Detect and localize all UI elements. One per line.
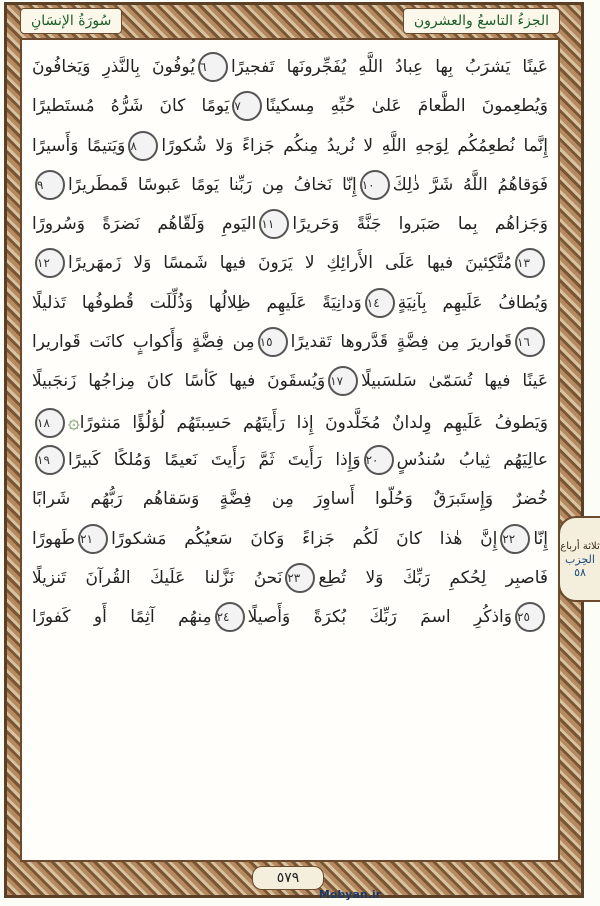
verse-line bbox=[32, 48, 548, 87]
ayah-number-marker: ٢٥ bbox=[515, 602, 545, 632]
quarter-label: ثلاثة أرباع bbox=[560, 540, 600, 552]
verse-text: وَاذكُرِ اسمَ رَبِّكَ بُكرَةً وَأَصيلًا bbox=[247, 607, 512, 628]
verse-text: وَدانِيَةً عَلَيهِم ظِلالُها وَذُلِّلَت قُطوفُها تَذليلًا bbox=[32, 292, 362, 313]
verse-text: عَينًا فيها تُسَمّىٰ سَلسَبيلًا bbox=[361, 371, 548, 392]
ayah-number-marker: ١٥ bbox=[258, 327, 288, 357]
verse-text: إِنّا bbox=[533, 528, 548, 549]
ayah-number-marker: ١١ bbox=[259, 209, 289, 239]
verse-text: خُضرٌ وَإِستَبرَقٌ وَحُلّوا أَساوِرَ مِن فِضَّةٍ وَسَقاهُم رَبُّهُم شَرابًا bbox=[32, 489, 548, 510]
verse-text: وَجَزاهُم بِما صَبَروا جَنَّةً وَحَريرًا bbox=[292, 214, 548, 235]
verse-line bbox=[32, 402, 548, 441]
verse-text: فَوَقاهُمُ اللَّهُ شَرَّ ذٰلِكَ bbox=[392, 174, 548, 195]
verse-text: عَينًا يَشرَبُ بِها عِبادُ اللَّهِ يُفَجِّرونَها تَفجيرًا bbox=[230, 57, 548, 77]
hizb-number: ٥٨ bbox=[574, 565, 586, 579]
verse-text: يُوفُونَ بِالنَّذرِ وَيَخافُونَ bbox=[32, 57, 195, 77]
verse-text: مِنهُم آثِمًا أَو كَفورًا bbox=[32, 607, 212, 628]
juz-name-box bbox=[403, 8, 560, 34]
verse-text: إِنَّ هٰذا كانَ لَكُم جَزاءً وَكانَ سَعيُكُم مَشكورًا bbox=[111, 528, 498, 549]
verse-line bbox=[32, 244, 548, 283]
verse-text: فَاصبِر لِحُكمِ رَبِّكَ وَلا تُطِع bbox=[318, 567, 548, 588]
ayah-number-marker: ١٢ bbox=[35, 248, 65, 278]
ayah-number-marker: ١٦ bbox=[515, 327, 545, 357]
verse-text: نَحنُ نَزَّلنا عَلَيكَ القُرآنَ تَنزيلًا bbox=[32, 567, 283, 588]
verse-line bbox=[32, 323, 548, 362]
verse-text: وَإِذا رَأَيتَ ثَمَّ رَأَيتَ نَعيمًا وَمُلكًا كَبيرًا bbox=[68, 449, 361, 470]
verse-line bbox=[32, 559, 548, 598]
verse-text: وَيَطوفُ عَلَيهِم وِلدانٌ مُخَلَّدونَ إِذا رَأَيتَهُم حَسِبتَهُم لُؤلُؤًا مَنثورًا bbox=[79, 412, 548, 433]
ayah-number-marker: ٢٢ bbox=[500, 524, 530, 554]
verse-text: إِنّا نَخافُ مِن رَبِّنا يَومًا عَبوسًا قَمطَريرًا bbox=[68, 174, 357, 195]
hizb-marker-tab bbox=[558, 516, 600, 602]
ayah-number-marker: ١٤ bbox=[365, 288, 395, 318]
verse-line bbox=[32, 480, 548, 519]
verse-text: وَيُطافُ عَلَيهِم بِآنِيَةٍ bbox=[397, 292, 548, 313]
page-number-badge bbox=[252, 866, 324, 890]
juz-name: الجزءُ التاسعُ والعشرون bbox=[413, 13, 549, 29]
verse-line bbox=[32, 205, 548, 244]
verse-line bbox=[32, 520, 548, 559]
ayah-number-marker: ١٧ bbox=[328, 366, 358, 396]
verse-line bbox=[32, 284, 548, 323]
ayah-number-marker: ٧ bbox=[232, 91, 262, 121]
ayah-number-marker: ٦ bbox=[198, 52, 228, 82]
verse-text: إِنَّما نُطعِمُكُم لِوَجهِ اللَّهِ لا نُريدُ مِنكُم جَزاءً وَلا شُكورًا bbox=[161, 135, 548, 156]
ayah-number-marker: ٨ bbox=[128, 131, 158, 161]
rub-el-hizb-icon: ۞ bbox=[68, 408, 80, 433]
verse-text: وَيُطعِمونَ الطَّعامَ عَلىٰ حُبِّهِ مِسكينًا bbox=[265, 96, 548, 117]
page-number: ٥٧٩ bbox=[276, 870, 300, 886]
verse-line bbox=[32, 127, 548, 166]
ayah-number-marker: ١٠ bbox=[360, 170, 390, 200]
ayah-number-marker: ٩ bbox=[35, 170, 65, 200]
verse-text: يَومًا كانَ شَرُّهُ مُستَطيرًا bbox=[32, 96, 230, 117]
ayah-number-marker: ٢٣ bbox=[285, 563, 315, 593]
hizb-label: الحِزب bbox=[565, 552, 595, 566]
surah-name-box bbox=[20, 8, 122, 34]
verse-text: مُتَّكِئينَ فيها عَلَى الأَرائِكِ لا يَرَونَ فيها شَمسًا وَلا زَمهَريرًا bbox=[68, 253, 512, 274]
ayah-number-marker: ١٣ bbox=[515, 248, 545, 278]
verse-text: وَيُسقَونَ فيها كَأسًا كانَ مِزاجُها زَنجَبيلًا bbox=[32, 371, 326, 392]
verse-text: وَيَتيمًا وَأَسيرًا bbox=[32, 135, 126, 156]
watermark: Mobyan.ir bbox=[318, 888, 382, 901]
verse-text: طَهورًا bbox=[32, 528, 76, 549]
verse-text: قَواريرَ مِن فِضَّةٍ قَدَّروها تَقديرًا bbox=[290, 332, 512, 353]
ayah-number-marker: ٢٠ bbox=[364, 445, 394, 475]
verse-line bbox=[32, 166, 548, 205]
ayah-number-marker: ١٨ bbox=[35, 408, 65, 438]
verse-line bbox=[32, 87, 548, 126]
ayah-number-marker: ٢١ bbox=[78, 524, 108, 554]
ayah-number-marker: ١٩ bbox=[35, 445, 65, 475]
verse-text: عالِيَهُم ثِيابُ سُندُسٍ bbox=[396, 449, 548, 470]
page-header bbox=[20, 6, 560, 36]
surah-name: سُورَةُ الإنسَانِ bbox=[31, 13, 112, 29]
verse-line bbox=[32, 598, 548, 637]
verse-lines bbox=[32, 48, 548, 637]
verse-text: مِن فِضَّةٍ وَأَكوابٍ كانَت قَواريرا bbox=[32, 332, 255, 353]
verse-line bbox=[32, 441, 548, 480]
verse-text: اليَومِ وَلَقّاهُم نَضرَةً وَسُرورًا bbox=[32, 214, 257, 235]
verse-line bbox=[32, 362, 548, 401]
ayah-number-marker: ٢٤ bbox=[215, 602, 245, 632]
